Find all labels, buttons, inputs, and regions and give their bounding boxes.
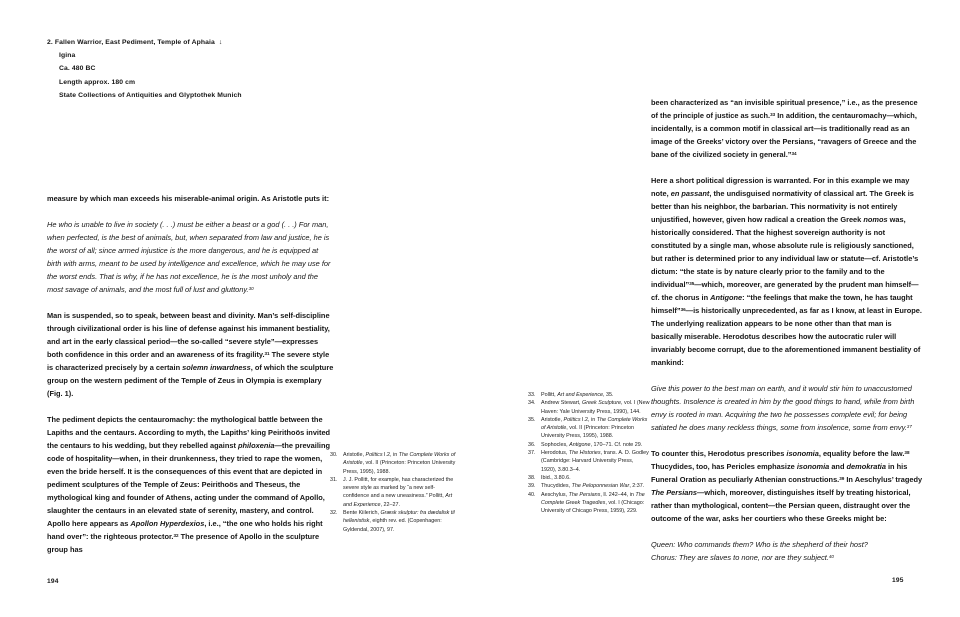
text-run: He who is unable to live in society (. . .) must be either a beast or a god (. . .) For man, when perfected, is the best of animals, but, when separated from law and justice, he is the worst of all; since armed injustice is the more dangerous, and he is equipped at birth with arms, meant to be used by intelligence and excellence, which he may use for the worst ends. That is why, if he has not excellence, he is the most unholy and the most savage of animals, and the most full of lust and gluttony. — [47, 220, 331, 294]
text-run: , vol. II (Princeton: Princeton University Press, 1995), 1988. — [343, 460, 456, 475]
text-run: been characterized as “an invisible spiritual presence,” i.e., as the presence of the principle of justice as such. — [651, 98, 918, 120]
footnote-text — [541, 491, 650, 516]
text-run: , 35. — [603, 392, 614, 398]
text-run: Pollitt, — [541, 392, 558, 398]
footnote-reference: 31 — [264, 350, 270, 356]
text-run: isonomia — [796, 462, 830, 471]
right-page-number: 195 — [892, 577, 904, 584]
footnote-reference: 38 — [904, 449, 910, 455]
figure-caption-details — [47, 49, 242, 102]
text-run: isonomia — [786, 449, 819, 458]
text-run: , i.e., “the one who holds his right hand over”: the righteous protector. — [47, 519, 323, 541]
text-run: philoxenia — [237, 441, 275, 450]
block-quote — [47, 218, 334, 296]
figure-caption-heading — [47, 36, 242, 49]
text-run: demokratia — [846, 462, 886, 471]
text-run: , 22–27. — [380, 501, 400, 508]
text-run: Chorus: They are slaves to none, nor are they subject. — [651, 553, 829, 562]
footnote-text — [541, 391, 650, 399]
text-run: Andrew Stewart, — [541, 400, 583, 407]
right-page-footnotes — [528, 391, 650, 515]
footnote-number: 35. — [528, 416, 536, 423]
text-run: in his Funeral Oration as peculiarly Athenian constructions. — [651, 462, 908, 484]
footnote-text — [541, 482, 650, 490]
left-page-footnotes — [330, 451, 456, 534]
footnote-number: 36. — [528, 441, 536, 448]
footnote — [528, 491, 650, 516]
text-run: The Histories — [568, 450, 601, 457]
body-paragraph — [47, 192, 334, 205]
text-run: , of which the sculpture group on the western pediment of the Temple of Zeus in Olympia is exemplary (Fig. 1). — [47, 363, 334, 398]
text-run: Greek Sculpture — [582, 400, 621, 407]
text-run: Bente Kiilerich, — [343, 510, 381, 517]
text-run: The Persians — [651, 488, 698, 497]
footnote-number: 37. — [528, 450, 536, 457]
text-run: , eighth rev. ed. (Copenhagen: Gyldendal, 2007), 97. — [343, 518, 442, 533]
footnote — [330, 451, 456, 476]
text-run: Art and Experience — [557, 392, 604, 398]
footnote-reference: 37 — [906, 423, 912, 429]
text-run: The Complete Works of Aristotle — [343, 452, 456, 467]
body-paragraph — [651, 174, 923, 369]
caption-detail-line: State Collections of Antiquities and Glyptothek Munich — [59, 91, 242, 99]
text-run: en passant — [670, 189, 710, 198]
text-run: Sophocles, — [541, 441, 570, 448]
footnote-text — [541, 449, 650, 474]
text-run: , vol. I (New Haven: Yale University Press, 1990), 144. — [541, 400, 650, 415]
text-run: I.2, in — [580, 416, 597, 423]
caption-detail-line: Igina — [59, 52, 76, 60]
text-run: Art and Experience — [343, 493, 453, 508]
footnote-reference: 32 — [173, 532, 179, 538]
block-quote — [651, 538, 923, 564]
footnote-number: 40. — [528, 491, 536, 498]
text-run: , ll. 242–44, in — [600, 491, 636, 498]
text-run: Ibid., 3.80.6. — [541, 474, 571, 481]
text-run: —is historically unprecedented, as far as I know, at least in Europe. The underlying realization appears to be none other than that man is basically miserable. Herodotus describes how the autocratic ruler will invariably become corrupt, due to the aforementioned immanent bestiality of mankind: — [651, 306, 922, 367]
body-paragraph — [47, 413, 334, 556]
text-run: Thucydides, too, has Pericles emphasize — [651, 462, 797, 471]
footnote-number: 34. — [528, 400, 536, 407]
text-run: I.2, in — [382, 452, 399, 458]
text-run: Queen: Who commands them? Who is the shepherd of their host? — [651, 540, 868, 549]
down-arrow-icon: ↓ — [218, 39, 223, 46]
left-page-body — [47, 192, 334, 569]
footnote-text — [541, 441, 650, 449]
text-run: Apollon Hyperdexios — [130, 519, 205, 528]
footnote — [528, 416, 650, 441]
text-run: , 170–71. Cf. note 29. — [590, 441, 643, 448]
text-run: , trans. A. D. Godley (Cambridge: Harvard University Press, 1920), 3.80.3–4. — [541, 450, 649, 473]
footnote-reference: 35 — [689, 280, 695, 286]
footnote-reference: 36 — [680, 306, 686, 312]
text-run: Aeschylus, — [541, 491, 569, 498]
footnote-text — [343, 451, 456, 476]
text-run: : “the feelings that make the town, he has taught himself” — [651, 293, 913, 315]
footnote-text — [343, 509, 456, 534]
text-run: Græsk skulptur: fra dædalisk til hellenistisk — [343, 510, 455, 525]
text-run: , equality before the law. — [818, 449, 905, 458]
text-run: Antigone — [569, 441, 591, 448]
footnote-reference: 40 — [828, 553, 834, 559]
footnote-number: 30. — [330, 452, 338, 458]
text-run: Aristotle, — [541, 416, 564, 423]
footnote-text — [541, 399, 650, 416]
text-run: Give this power to the best man on earth, and it would stir him to unaccustomed thoughts. Insolence is created in him by the good things to hand, while from birth envy is rooted in man. Acquiring the two he possesses complete evil; for being satiated he does many reckless things, some from insolence, some from envy. — [651, 384, 915, 432]
footnote-reference: 33 — [770, 111, 776, 117]
footnote — [528, 449, 650, 474]
footnote-text — [541, 474, 650, 482]
text-run: measure by which man exceeds his miserable-animal origin. As Aristotle puts it: — [47, 194, 330, 203]
footnote-reference: 34 — [791, 150, 797, 156]
text-run: To counter this, Herodotus prescribes — [651, 449, 787, 458]
footnote-number: 39. — [528, 483, 536, 490]
text-run: Here a short political digression is warranted. For in this example we may note, — [651, 176, 910, 198]
footnote-number: 31. — [330, 476, 338, 483]
text-run: The Persians — [568, 491, 601, 498]
figure-caption-title: 2. Fallen Warrior, East Pediment, Temple of Aphaia — [47, 39, 215, 46]
text-run: , 2:37. — [629, 483, 645, 490]
footnote — [528, 391, 650, 399]
footnote — [330, 509, 456, 534]
body-paragraph — [651, 447, 923, 525]
figure-caption — [47, 36, 242, 102]
text-run: The Complete Works of Aristotle — [541, 416, 648, 432]
footnote — [330, 476, 456, 509]
text-run: solemn inwardness — [182, 363, 251, 372]
footnote-reference: 30 — [248, 285, 254, 291]
text-run: Politics — [563, 416, 581, 423]
text-run: was, historically considered. That the highest sovereign authority is not constituted by a single man, whose absolute rule is religiously sanctioned, but rather is determined prior to any individual law or statute—cf. Aristotle’s dictum: “the state is by nature clearly prior to the family and to the individual” — [651, 215, 919, 289]
text-run: , the undisguised normativity of classical art. The Greek is better than his neighbor, the barbarian. This normativity is not entirely unjustified, however, given how radical a creation the Greek — [651, 189, 914, 224]
text-run: The Complete Greek Tragedies — [541, 491, 645, 506]
block-quote — [651, 382, 923, 434]
footnote-number: 33. — [528, 392, 536, 398]
text-run: —which, moreover, are generated by the prudent man himself—cf. the chorus in — [651, 280, 919, 302]
text-run: Man is suspended, so to speak, between beast and divinity. Man’s self-discipline through civilizational order is his line of defense against his immanent bestiality, and art in the early classical period—the so-called “severe style”—expresses both confidence in this order and an awareness of its fragility. — [47, 311, 330, 359]
text-run: , vol. II (Princeton: Princeton University Press, 1995), 1988. — [541, 425, 634, 440]
footnote — [528, 441, 650, 449]
text-run: Thucydides, — [541, 483, 572, 490]
right-page-body — [651, 96, 923, 577]
text-run: —which, moreover, distinguishes itself by treating historical, rather than mythological, content—the Persian queen, distraught over the outcome of the war, asks her courtiers who these Greeks might be: — [651, 488, 911, 523]
footnote — [528, 399, 650, 416]
caption-detail-line: Ca. 480 BC — [59, 65, 96, 73]
text-run: Politics — [365, 452, 383, 458]
footnote-reference: 39 — [839, 475, 845, 481]
body-paragraph — [651, 96, 923, 161]
text-run: and — [829, 462, 847, 471]
left-page-number: 194 — [47, 578, 59, 585]
text-run: J. J. Pollitt, for example, has characterized the severe style as marked by “a new self-confidence and a new uneasiness.” Pollitt, — [343, 476, 454, 500]
text-run: In addition, the centauromachy—which, incidentally, is a common motif in classical art—is traditionally read as an image of the Greeks’ victory over the Persians, “ravagers of Greece and the bane of the civilized society in general.” — [651, 111, 917, 159]
text-run: Herodotus, — [541, 450, 569, 457]
text-run: The presence of Apollo in the sculpture group has — [47, 532, 320, 554]
footnote — [528, 474, 650, 482]
caption-detail-line: Length approx. 180 cm — [59, 78, 136, 86]
text-run: Aristotle, — [343, 452, 366, 458]
footnote-text — [541, 416, 650, 441]
body-paragraph — [47, 309, 334, 400]
text-run: nomos — [863, 215, 888, 224]
footnote-number: 38. — [528, 474, 536, 481]
text-run: Antigone — [710, 293, 743, 302]
text-run: , vol. I (Chicago: University of Chicago Press, 1959), 229. — [541, 499, 645, 515]
footnote-number: 32. — [330, 510, 338, 517]
text-run: The pediment depicts the centauromachy: the mythological battle between the Lapiths and the centaurs. According to myth, the Lapiths’ king Peirithoös invited the centaurs to his wedding, but they rebelled against — [47, 415, 331, 450]
footnote — [528, 482, 650, 490]
text-run: The severe style is characterized precisely by a certain — [47, 350, 330, 372]
text-run: —the prevailing code of hospitality—when, in their drunkenness, they tried to rape the women, even the bride herself. It is the consequences of this event that are depicted in pediment sculptures of the Temple of Zeus: Peirithoös and Theseus, the mythological king and founder of Athens, acting under the command of Apollo, slaughter the centaurs in an elevated state of serenity, mastery, and control. Apollo here appears as — [47, 441, 330, 528]
text-run: The Peloponnesian War — [571, 483, 630, 490]
text-run: In Aeschylus’ tragedy — [844, 475, 923, 484]
footnote-text — [343, 476, 456, 509]
